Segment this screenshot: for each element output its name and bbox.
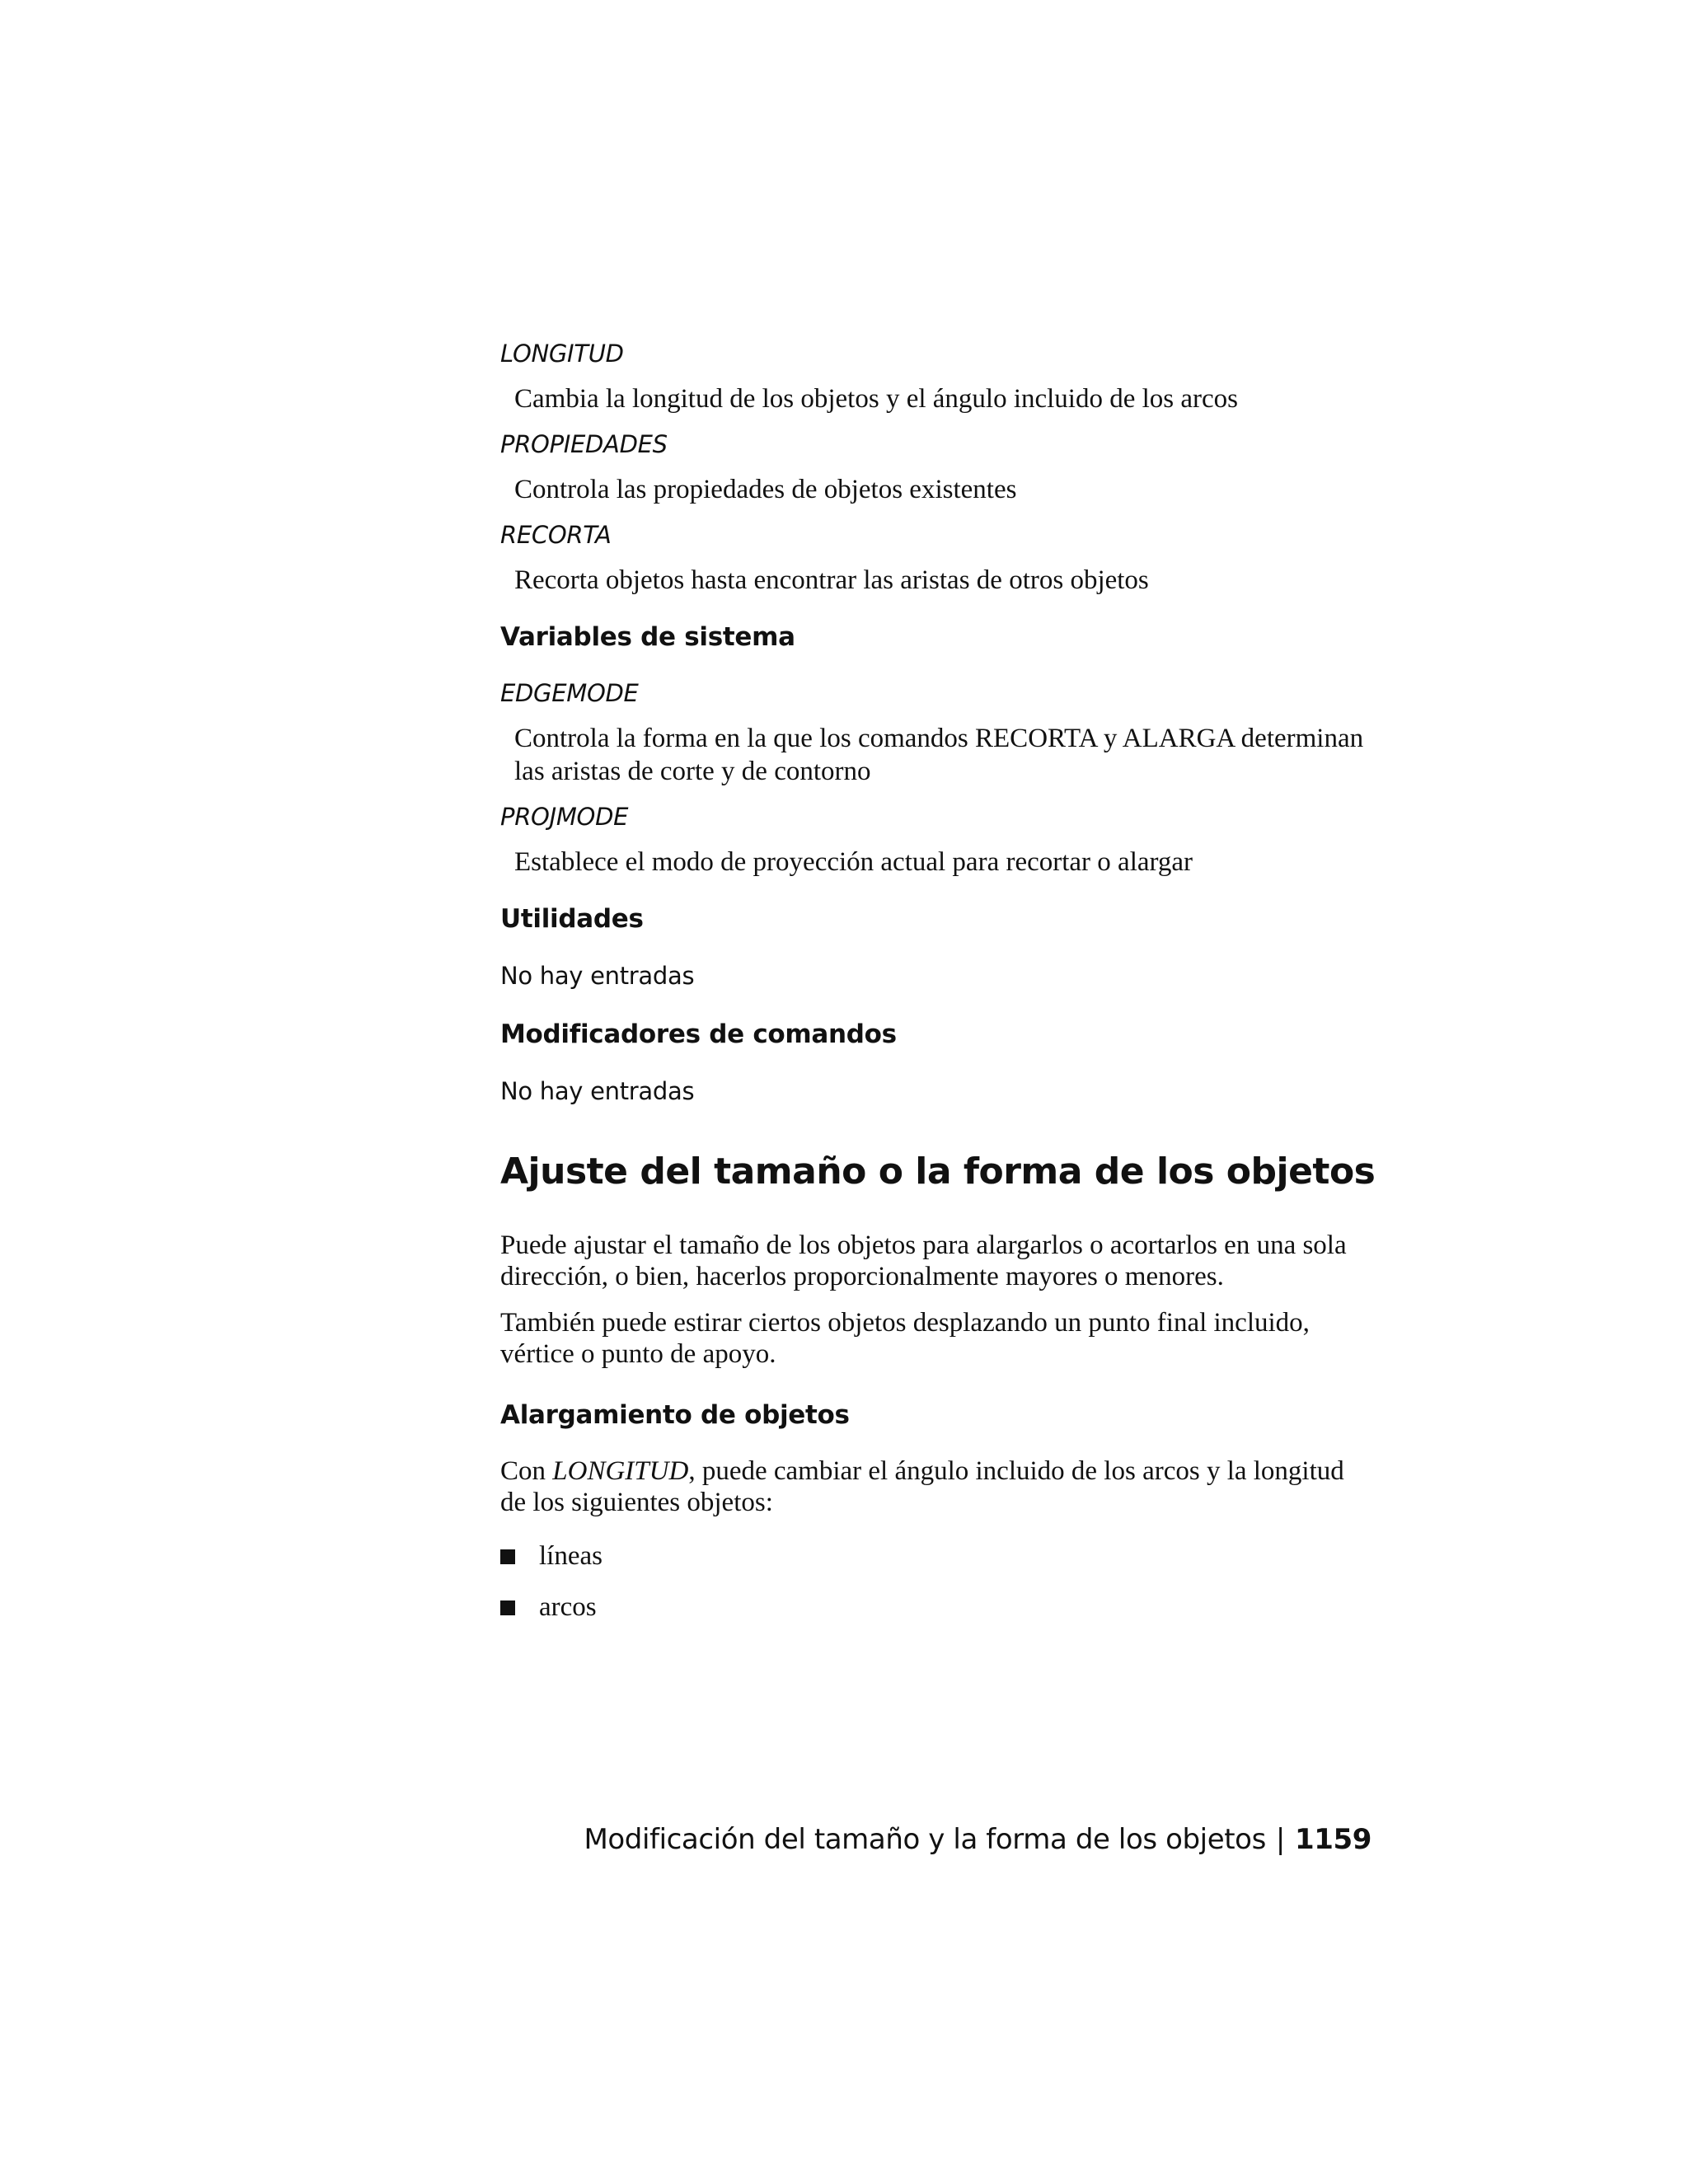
page-content <box>500 336 1381 1624</box>
related-commands-list <box>500 336 1381 597</box>
command-name-longitud: LONGITUD <box>500 340 624 368</box>
command-name-propiedades: PROPIEDADES <box>500 430 668 458</box>
footer-chapter-title: Modificación del tamaño y la forma de los objetos <box>584 1823 1266 1856</box>
footer-separator: | <box>1275 1823 1285 1856</box>
section-paragraph-1 <box>500 1230 1381 1292</box>
command-description-propiedades: Controla las propiedades de objetos existentes <box>514 475 1017 504</box>
command-modifiers-heading: Modificadores de comandos <box>500 1019 897 1049</box>
list-item <box>500 1591 1381 1624</box>
subsection-intro-line1-rest: , puede cambiar el ángulo incluido de los arcos y la longitud <box>688 1456 1344 1486</box>
section-paragraph-2-line2: vértice o punto de apoyo. <box>500 1339 776 1369</box>
system-variables-section <box>500 620 1381 879</box>
section-paragraph-2-line1: También puede estirar ciertos objetos desplazando un punto final incluido, <box>500 1308 1310 1338</box>
variable-description-edgemode <box>514 722 1381 788</box>
section-paragraph-2 <box>500 1307 1381 1370</box>
subsection-intro-line2: de los siguientes objetos: <box>500 1488 773 1517</box>
command-modifiers-text: No hay entradas <box>500 1077 695 1105</box>
page-footer <box>584 1821 1372 1858</box>
variable-description-edgemode-line1: Controla la forma en la que los comandos RECORTA y ALARGA determinan <box>514 724 1364 753</box>
command-modifiers-section <box>500 1017 1381 1108</box>
list-item-text: arcos <box>539 1592 597 1622</box>
list-item-text: líneas <box>539 1541 603 1571</box>
page-number: 1159 <box>1294 1823 1372 1856</box>
variable-description-projmode: Establece el modo de proyección actual para recortar o alargar <box>514 847 1193 877</box>
subsection-intro-command: LONGITUD <box>552 1456 689 1486</box>
command-description-longitud: Cambia la longitud de los objetos y el ángulo incluido de los arcos <box>514 384 1239 414</box>
square-bullet-icon <box>500 1549 515 1564</box>
command-description-recorta: Recorta objetos hasta encontrar las aristas de otros objetos <box>514 565 1149 595</box>
list-item <box>500 1540 1381 1572</box>
subsection-title: Alargamiento de objetos <box>500 1400 850 1430</box>
system-variables-heading: Variables de sistema <box>500 622 795 652</box>
variable-description-edgemode-line2: las aristas de corte y de contorno <box>514 757 871 786</box>
subsection-intro <box>500 1455 1381 1518</box>
section-title: Ajuste del tamaño o la forma de los objetos <box>500 1151 1376 1193</box>
variable-name-edgemode: EDGEMODE <box>500 679 639 707</box>
square-bullet-icon <box>500 1601 515 1615</box>
resize-section <box>500 1149 1381 1370</box>
command-name-recorta: RECORTA <box>500 521 612 549</box>
subsection-intro-prefix: Con <box>500 1456 553 1486</box>
lengthen-subsection <box>500 1398 1381 1624</box>
object-bullet-list <box>500 1540 1381 1624</box>
variable-name-projmode: PROJMODE <box>500 803 629 831</box>
section-paragraph-1-line1: Puede ajustar el tamaño de los objetos para alargarlos o acortarlos en una sola <box>500 1230 1347 1260</box>
utilities-text: No hay entradas <box>500 962 695 990</box>
utilities-heading: Utilidades <box>500 904 644 934</box>
utilities-section <box>500 902 1381 992</box>
section-paragraph-1-line2: dirección, o bien, hacerlos proporcionalmente mayores o menores. <box>500 1262 1224 1291</box>
